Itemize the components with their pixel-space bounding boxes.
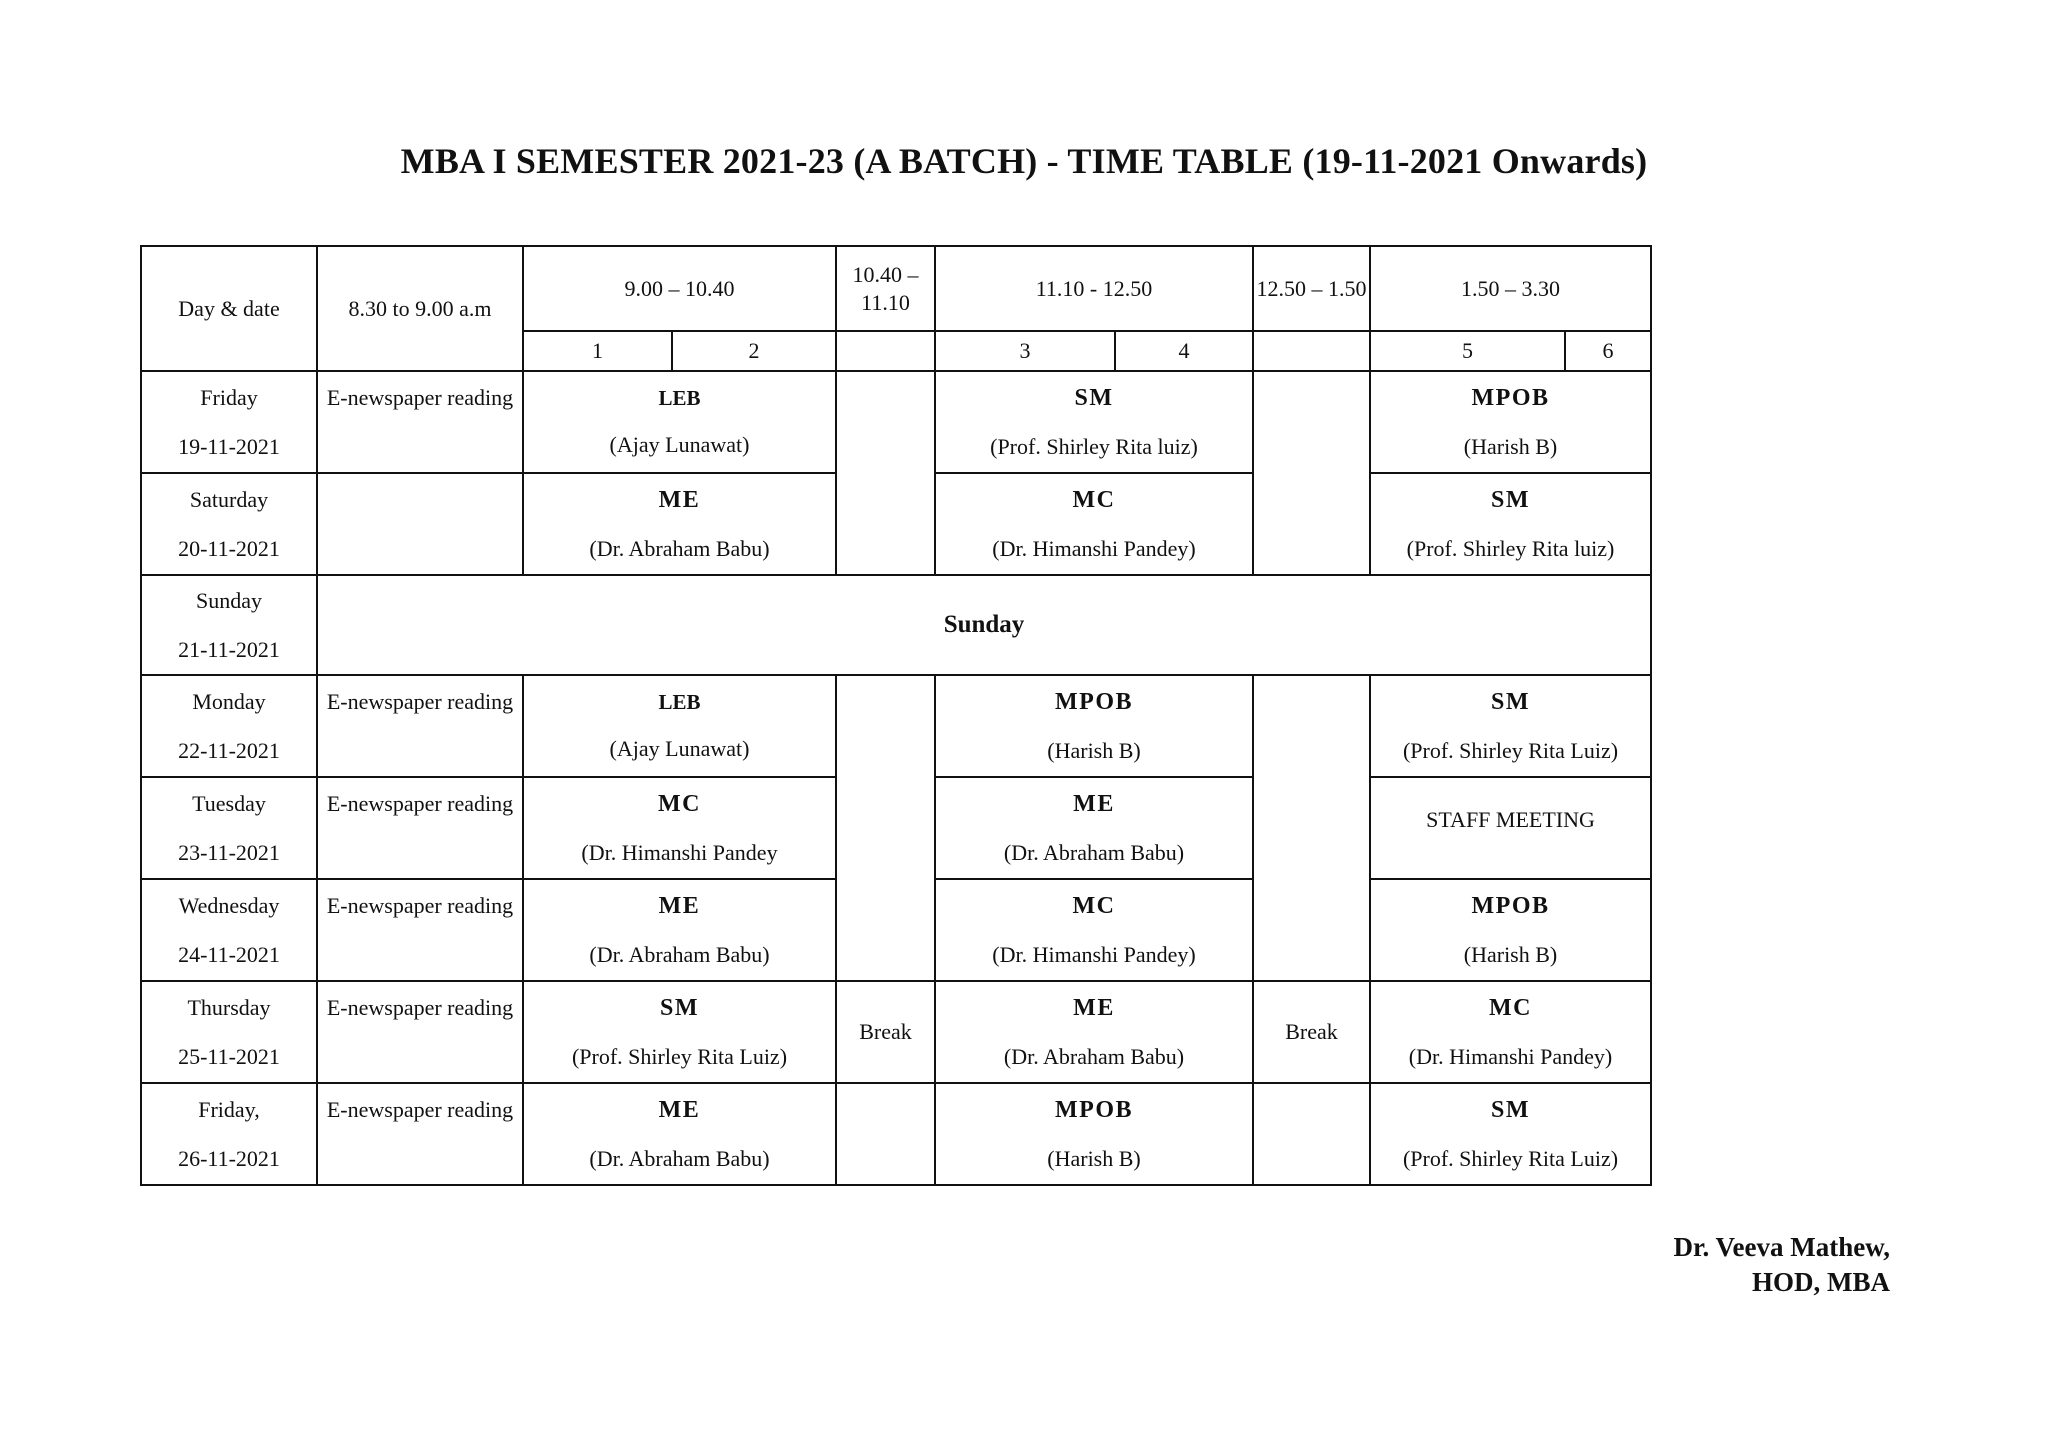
- day-date: 20-11-2021: [178, 536, 280, 561]
- period-blank: [1253, 331, 1370, 371]
- early-cell: E-newspaper reading: [317, 981, 523, 1083]
- day-date: 24-11-2021: [178, 942, 280, 967]
- holiday-cell: Sunday: [317, 575, 1651, 675]
- table-row: [141, 675, 1651, 777]
- period-number: 3: [935, 331, 1115, 371]
- day-date: 21-11-2021: [178, 637, 280, 662]
- session-cell: [935, 675, 1253, 777]
- signature-block: [1674, 1230, 1891, 1300]
- early-cell: E-newspaper reading: [317, 1083, 523, 1185]
- day-cell: [141, 879, 317, 981]
- day-date: 19-11-2021: [178, 434, 280, 459]
- subject-code: SM: [660, 995, 699, 1022]
- break-cell: Break: [836, 981, 935, 1083]
- day-cell: [141, 675, 317, 777]
- session-cell: [523, 675, 836, 777]
- break-cell: Break: [1253, 981, 1370, 1083]
- break-cell: [836, 371, 935, 575]
- faculty-name: (Harish B): [1463, 942, 1558, 968]
- session-cell: [523, 777, 836, 879]
- subject-code: MC: [1072, 893, 1116, 920]
- session-cell: [1370, 675, 1651, 777]
- faculty-name: (Dr. Abraham Babu): [1003, 1044, 1185, 1070]
- faculty-name: (Prof. Shirley Rita Luiz): [571, 1044, 788, 1070]
- table-row: [141, 1083, 1651, 1185]
- day-date: 22-11-2021: [178, 738, 280, 763]
- day-date: 26-11-2021: [178, 1146, 280, 1171]
- faculty-name: (Dr. Abraham Babu): [589, 942, 770, 968]
- session-cell: [1370, 981, 1651, 1083]
- day-date: 25-11-2021: [178, 1044, 280, 1069]
- table-row: [141, 981, 1651, 1083]
- faculty-name: (Harish B): [1463, 434, 1558, 460]
- session-cell: [935, 879, 1253, 981]
- break-cell: [1253, 675, 1370, 981]
- early-cell: [317, 473, 523, 575]
- subject-code: LEB: [658, 386, 701, 411]
- subject-code: SM: [1491, 487, 1531, 514]
- header-early-slot: 8.30 to 9.00 a.m: [317, 246, 523, 371]
- faculty-name: (Dr. Himanshi Pandey): [992, 536, 1196, 562]
- period-blank: [836, 331, 935, 371]
- subject-code: MPOB: [1055, 689, 1133, 716]
- early-cell: E-newspaper reading: [317, 879, 523, 981]
- period-number: 2: [672, 331, 836, 371]
- faculty-name: (Prof. Shirley Rita Luiz): [1402, 738, 1619, 764]
- faculty-name: (Prof. Shirley Rita luiz): [990, 434, 1198, 460]
- day-name: Thursday: [187, 994, 271, 1020]
- early-cell: E-newspaper reading: [317, 675, 523, 777]
- header-slot-2: 11.10 - 12.50: [935, 246, 1253, 331]
- day-name: Friday: [200, 384, 258, 410]
- period-number: 5: [1370, 331, 1565, 371]
- faculty-name: (Dr. Abraham Babu): [589, 1146, 770, 1172]
- day-cell: [141, 473, 317, 575]
- session-cell: [1370, 371, 1651, 473]
- subject-code: SM: [1491, 689, 1531, 716]
- subject-code: ME: [1073, 791, 1115, 818]
- subject-code: ME: [658, 487, 701, 514]
- header-break-1: 10.40 – 11.10: [836, 246, 935, 331]
- day-name: Monday: [192, 688, 266, 714]
- session-cell: [523, 473, 836, 575]
- period-number: 4: [1115, 331, 1253, 371]
- subject-code: ME: [658, 1097, 701, 1124]
- day-name: Saturday: [189, 486, 269, 512]
- header-slot-3: 1.50 – 3.30: [1370, 246, 1651, 331]
- day-name: Tuesday: [192, 790, 266, 816]
- subject-code: MC: [1489, 995, 1532, 1022]
- day-cell: [141, 575, 317, 675]
- subject-code: ME: [658, 893, 701, 920]
- faculty-name: (Ajay Lunawat): [609, 432, 750, 458]
- header-row: [141, 246, 1651, 331]
- subject-code: MC: [658, 791, 701, 818]
- staff-meeting-cell: STAFF MEETING: [1370, 777, 1651, 879]
- subject-code: SM: [1074, 385, 1114, 412]
- faculty-name: (Dr. Abraham Babu): [589, 536, 770, 562]
- day-cell: [141, 371, 317, 473]
- session-cell: [935, 371, 1253, 473]
- subject-code: MC: [1072, 487, 1116, 514]
- session-cell: [935, 777, 1253, 879]
- day-name: Sunday: [196, 587, 262, 613]
- faculty-name: (Dr. Himanshi Pandey: [581, 840, 778, 866]
- page-title: MBA I SEMESTER 2021-23 (A BATCH) - TIME TABLE (19-11-2021 Onwards): [400, 141, 1648, 181]
- signatory-name: Dr. Veeva Mathew,: [1673, 1232, 1890, 1262]
- faculty-name: (Dr. Abraham Babu): [1003, 840, 1185, 866]
- break-cell: [836, 1083, 935, 1185]
- subject-code: LEB: [658, 690, 701, 715]
- signatory-role: HOD, MBA: [1752, 1267, 1890, 1298]
- early-cell: E-newspaper reading: [317, 777, 523, 879]
- day-name: Wednesday: [178, 892, 280, 918]
- subject-code: SM: [1491, 1097, 1531, 1124]
- timetable: [140, 245, 1652, 1186]
- faculty-name: (Ajay Lunawat): [609, 736, 750, 762]
- session-cell: [523, 371, 836, 473]
- day-cell: [141, 981, 317, 1083]
- day-name: Friday,: [198, 1096, 260, 1122]
- period-number: 6: [1565, 331, 1651, 371]
- subject-code: MPOB: [1471, 385, 1550, 412]
- session-cell: [1370, 1083, 1651, 1185]
- session-cell: [935, 473, 1253, 575]
- faculty-name: (Prof. Shirley Rita Luiz): [1402, 1146, 1619, 1172]
- session-cell: [1370, 473, 1651, 575]
- subject-code: MPOB: [1055, 1097, 1133, 1124]
- faculty-name: (Dr. Himanshi Pandey): [1408, 1044, 1613, 1070]
- break-cell: [1253, 371, 1370, 575]
- day-cell: [141, 777, 317, 879]
- subject-code: MPOB: [1471, 893, 1550, 920]
- session-cell: [523, 1083, 836, 1185]
- table-row: [141, 575, 1651, 675]
- table-row: [141, 371, 1651, 473]
- session-cell: [935, 981, 1253, 1083]
- break-cell: [836, 675, 935, 981]
- header-slot-1: 9.00 – 10.40: [523, 246, 836, 331]
- faculty-name: (Prof. Shirley Rita luiz): [1406, 536, 1615, 562]
- day-date: 23-11-2021: [178, 840, 280, 865]
- faculty-name: (Harish B): [1047, 738, 1141, 764]
- break-cell: [1253, 1083, 1370, 1185]
- header-break-2: 12.50 – 1.50: [1253, 246, 1370, 331]
- subject-code: ME: [1073, 995, 1115, 1022]
- faculty-name: (Dr. Himanshi Pandey): [992, 942, 1196, 968]
- period-number: 1: [523, 331, 672, 371]
- faculty-name: (Harish B): [1047, 1146, 1141, 1172]
- session-cell: [523, 879, 836, 981]
- session-cell: [935, 1083, 1253, 1185]
- session-cell: [523, 981, 836, 1083]
- header-day-date: Day & date: [141, 246, 317, 371]
- session-cell: [1370, 879, 1651, 981]
- day-cell: [141, 1083, 317, 1185]
- early-cell: E-newspaper reading: [317, 371, 523, 473]
